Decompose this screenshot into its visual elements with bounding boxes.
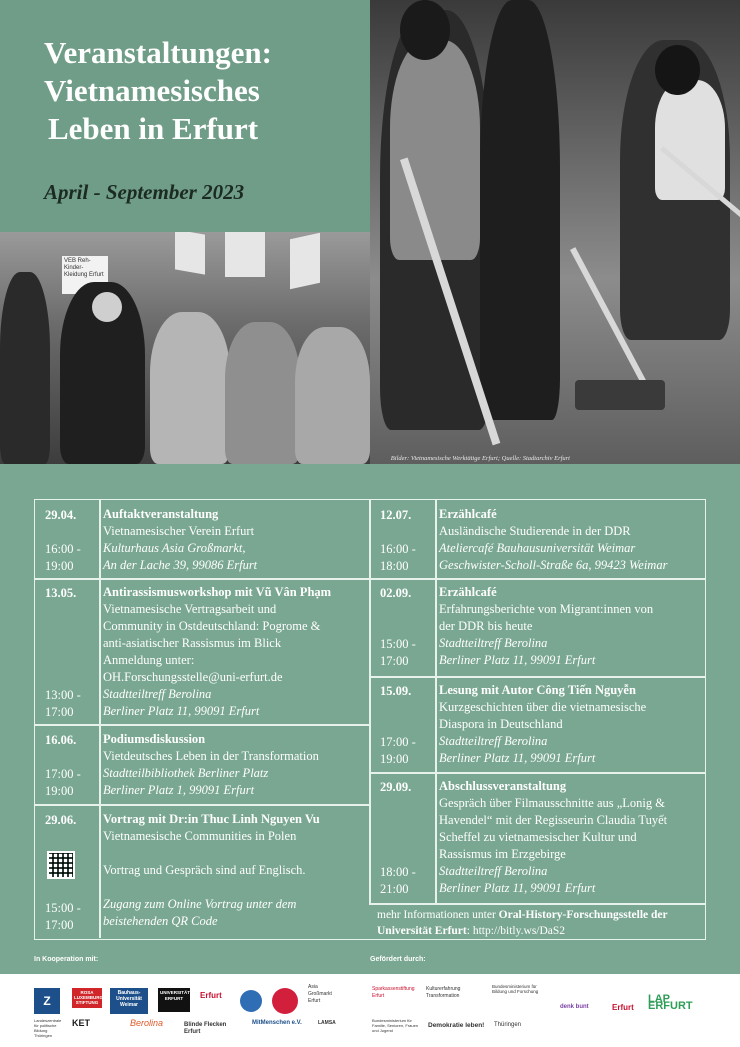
event-address: Berliner Platz 11, 99091 Erfurt [439, 751, 596, 765]
erfurt-logo-2: Erfurt [612, 1003, 634, 1012]
event-venue: Ateliercafé Bauhausuniversität Weimar [439, 541, 636, 555]
event-time-start: 17:00 - [380, 735, 416, 749]
event-desc: Rassismus im Erzgebirge [439, 847, 566, 861]
event-title: Abschlussveranstaltung [439, 779, 567, 793]
date-range-subtitle: April - September 2023 [44, 180, 245, 204]
blinde-flecken-logo: Blinde Flecken Erfurt [184, 1022, 227, 1035]
event-desc: Vietnamesischer Verein Erfurt [103, 524, 255, 538]
photo-credit: Bilder: Vietnamesische Werktätige Erfurt; Quelle: Stadtarchiv Erfurt [390, 455, 570, 462]
qr-code[interactable] [47, 851, 75, 879]
event-time-end: 17:00 [45, 705, 74, 719]
berolina-logo: Berolina [130, 1018, 164, 1028]
bauhaus-logo: Bauhaus-Universität Weimar [110, 988, 148, 1014]
event-desc: anti-asiatischer Rassismus im Blick [103, 636, 282, 650]
event-address: Berliner Platz 11, 99091 Erfurt [103, 704, 260, 718]
asia-grossmarkt-logo: Asia Großmarkt Erfurt [308, 984, 332, 1004]
title-line-3: Leben in Erfurt [48, 111, 259, 146]
demo-sign: VEB Reh-Kinder-Kleidung Erfurt [62, 256, 108, 294]
event-time-end: 19:00 [45, 559, 74, 573]
title-line-1: Veranstaltungen: [44, 35, 272, 70]
event-time-end: 19:00 [45, 784, 74, 798]
events-table [34, 499, 706, 940]
event-venue: Zugang zum Online Vortrag unter dem [103, 897, 297, 911]
event-time-start: 13:00 - [45, 688, 81, 702]
title-line-2: Vietnamesisches [44, 73, 260, 108]
photo-demonstration [0, 232, 370, 464]
event-title: Vortrag mit Dr:in Thuc Linh Nguyen Vu [103, 812, 320, 826]
event-desc: Vietdeutsches Leben in der Transformation [103, 749, 319, 763]
event-date: 29.04. [45, 508, 77, 522]
info-bold-2: Universität Erfurt [377, 925, 467, 937]
event-desc: Erfahrungsberichte von Migrant:innen von [439, 602, 654, 616]
uni-erfurt-logo: UNIVERSITÄT ERFURT [158, 988, 190, 1012]
event-date: 16.06. [45, 733, 77, 747]
event-note: Vortrag und Gespräch sind auf Englisch. [103, 863, 306, 877]
event-venue: Stadtteilbibliothek Berliner Platz [103, 766, 269, 780]
header-panel [0, 0, 370, 232]
event-time-start: 18:00 - [380, 865, 416, 879]
event-desc: Gespräch über Filmausschnitte aus „Lonig & [439, 796, 665, 810]
footer [0, 952, 740, 1047]
event-desc: Havendel“ mit der Regisseurin Claudia Tuyết [439, 813, 668, 827]
thueringen-logo: Thüringen [494, 1022, 522, 1028]
lzt-logo-text: Landeszentrale für politische Bildung Thüringen [34, 1018, 62, 1038]
event-address: Geschwister-Scholl-Straße 6a, 99423 Weimar [439, 558, 668, 572]
event-email-link[interactable]: OH.Forschungsstelle@uni-erfurt.de [103, 670, 283, 684]
event-date: 13.05. [45, 586, 77, 600]
event-desc: Anmeldung unter: [103, 653, 195, 667]
event-desc: der DDR bis heute [439, 619, 533, 633]
funding-label: Gefördert durch: [370, 956, 426, 963]
event-address: Berliner Platz 11, 99091 Erfurt [439, 653, 596, 667]
bmfsfj-logo: Bundesministerium für Familie, Senioren, Frauen und Jugend [372, 1018, 419, 1033]
event-desc: Scheffel zu vietnamesischer Kultur und [439, 830, 637, 844]
sparkasse-logo: Sparkassenstiftung Erfurt [372, 986, 415, 999]
photo-workers-raking [370, 0, 740, 464]
lzt-logo: Z [34, 988, 60, 1014]
denk-bunt-logo: denk bunt [560, 1004, 589, 1010]
event-address: An der Lache 39, 99086 Erfurt [103, 558, 258, 572]
blue-circle-logo [240, 990, 262, 1012]
event-address: Berliner Platz 11, 99091 Erfurt [439, 881, 596, 895]
event-time-end: 17:00 [45, 918, 74, 932]
event-time-end: 17:00 [380, 654, 409, 668]
event-title: Antirassismusworkshop mit Vũ Vân Phạm [103, 585, 332, 599]
info-prefix: mehr Informationen unter [377, 909, 499, 921]
event-address: beistehenden QR Code [103, 914, 218, 928]
event-desc: Diaspora in Deutschland [439, 717, 563, 731]
event-desc: Community in Ostdeutschland: Pogrome & [103, 619, 321, 633]
event-date: 29.09. [380, 780, 412, 794]
event-title: Lesung mit Autor Công Tiến Nguyễn [439, 683, 636, 697]
event-time-end: 21:00 [380, 882, 409, 896]
ket-logo: KET [72, 1018, 90, 1028]
event-address: Berliner Platz 1, 99091 Erfurt [103, 783, 255, 797]
event-desc: Vietnamesische Communities in Polen [103, 829, 297, 843]
event-title: Podiumsdiskussion [103, 732, 206, 746]
info-bold-1: Oral-History-Forschungsstelle der [498, 909, 668, 921]
event-venue: Stadtteiltreff Berolina [439, 864, 548, 878]
event-venue: Stadtteiltreff Berolina [439, 734, 548, 748]
logo-strip [0, 974, 740, 1047]
event-venue: Stadtteiltreff Berolina [103, 687, 212, 701]
red-star-logo [272, 988, 298, 1014]
event-title: Erzählcafé [439, 585, 497, 599]
rls-logo: ROSA LUXEMBURG STIFTUNG [72, 988, 102, 1008]
event-date: 12.07. [380, 508, 412, 522]
event-desc: Vietnamesische Vertragsarbeit und [103, 602, 277, 616]
kulturerfahrung-logo: Kulturerfahrung Transformation [426, 986, 461, 999]
event-time-start: 16:00 - [380, 542, 416, 556]
demokratie-leben-logo: Demokratie leben! [428, 1022, 485, 1029]
lamsa-logo: LAMSA [318, 1020, 336, 1026]
event-venue: Kulturhaus Asia Großmarkt, [103, 541, 246, 555]
event-time-start: 15:00 - [45, 901, 81, 915]
event-desc: Ausländische Studierende in der DDR [439, 524, 631, 538]
event-date: 15.09. [380, 684, 412, 698]
cooperation-label: In Kooperation mit: [34, 956, 99, 963]
bmbf-logo: Bundesministerium für Bildung und Forschung [492, 984, 539, 994]
event-time-start: 15:00 - [380, 637, 416, 651]
mitmenschen-logo: MitMenschen e.V. [252, 1020, 302, 1026]
event-time-start: 16:00 - [45, 542, 81, 556]
page-title [44, 34, 364, 148]
event-desc: Kurzgeschichten über die vietnamesische [439, 700, 647, 714]
event-time-end: 18:00 [380, 559, 409, 573]
event-date: 29.06. [45, 813, 77, 827]
event-time-start: 17:00 - [45, 767, 81, 781]
event-date: 02.09. [380, 586, 412, 600]
more-info [377, 907, 703, 939]
event-time-end: 19:00 [380, 752, 409, 766]
event-venue: Stadtteiltreff Berolina [439, 636, 548, 650]
lap-erfurt-logo: LAP ERFURT [648, 993, 693, 1012]
erfurt-logo: Erfurt [200, 991, 222, 1000]
event-title: Erzählcafé [439, 507, 497, 521]
event-title: Auftaktveranstaltung [103, 507, 219, 521]
info-link[interactable]: : http://bitly.ws/DaS2 [466, 925, 566, 937]
